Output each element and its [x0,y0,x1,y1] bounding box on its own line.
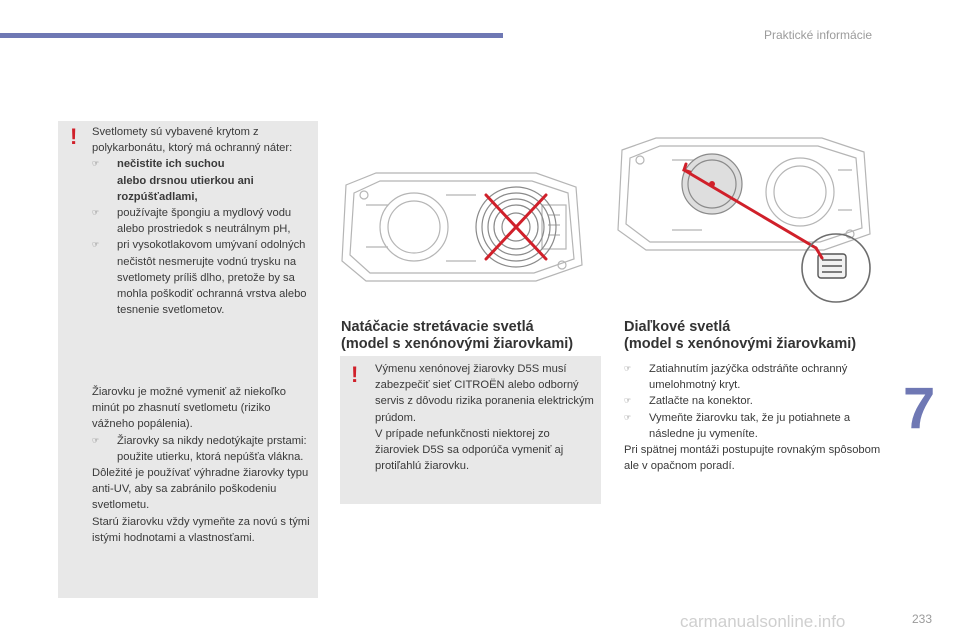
left-box-text-2 [92,384,314,546]
page-header-title: Praktické informácie [764,28,873,42]
bullet-bold-line: nečistite ich suchou [117,158,225,171]
pointing-hand-icon: ☞ [92,159,100,169]
headlamp-bulb-removal-illustration [612,130,884,306]
bullet-text: pri vysokotlakovom umývaní odolných nečistôt nesmerujte vodnú trysku na svetlomety príliš dlho, pretože by sa mohla poškodiť ochranná vrstva alebo tesnenie svetlometov. [117,239,307,317]
cover-intro: Svetlomety sú vybavené krytom z polykarbonátu, ktorý má ochranný náter: [92,126,293,155]
left-box-text [92,124,314,318]
list-item [624,410,886,442]
xenon-warning-2: V prípade nefunkčnosti niektorej zo žiaroviek D5S sa odporúča vymeniť aj protiľahlú žiarovku. [375,427,564,473]
step-text: Vymeňte žiarovku tak, že ju potiahnete a následne ju vymeníte. [649,411,851,440]
pointing-hand-icon: ☞ [624,364,632,373]
anti-uv-text: Dôležité je používať výhradne žiarovky typu anti-UV, aby sa zabránilo poškodeniu svetlometu. [92,467,309,512]
bulb-hot-warning: Žiarovku je možné vymeniť až niekoľko minút po zhasnutí svetlometu (riziko vážneho popálenia). [92,386,286,431]
replace-text: Starú žiarovku vždy vymeňte za novú s tými istými hodnotami a vlastnosťami. [92,515,310,544]
section-title-high-beam: Diaľkové svetlá (model s xenónovými žiarovkami) [624,319,857,352]
pointing-hand-icon: ☞ [92,208,100,218]
pointing-hand-icon: ☞ [92,240,100,250]
pointing-hand-icon: ☞ [624,396,632,406]
step-text: Zatiahnutím jazýčka odstráňte ochranný umelohmotný kryt. [649,363,848,392]
section-title-cornering-lights: Natáčacie stretávacie svetlá (model s xenónovými žiarovkami) [341,319,574,352]
bullet-bold-line: rozpúšťadlami, [117,190,198,203]
list-item [624,393,886,409]
bullet-text: používajte špongiu a mydlový vodu alebo prostriedok s neutrálnym pH, [117,207,292,236]
pointing-hand-icon: ☞ [92,435,100,445]
page-number: 233 [912,612,933,626]
list-item [92,205,314,237]
list-item [92,237,314,318]
pointing-hand-icon: ☞ [624,412,632,422]
warning-exclamation-icon: ! [70,124,78,149]
warning-exclamation-icon: ! [351,362,359,387]
step-text: Zatlačte na konektor. [649,395,753,408]
reassembly-text: Pri spätnej montáži postupujte rovnakým spôsobom ale v opačnom poradí. [624,444,881,473]
list-item [92,433,314,465]
header-accent-bar [0,33,503,38]
chapter-number: 7 [903,376,936,441]
list-item [92,156,314,205]
bullet-bold-line: alebo drsnou utierkou ani [117,174,254,187]
list-item [624,361,886,393]
bulb-center-dot [709,181,715,187]
middle-warning-text [375,361,595,474]
bullet-text: Žiarovky sa nikdy nedotýkajte prstami: použite utierku, ktorá nepúšťa vlákna. [117,434,307,463]
right-section-text [624,361,886,474]
headlamp-crossed-illustration [336,165,588,285]
xenon-warning: Výmenu xenónovej žiarovky D5S musí zabezpečiť sieť CITROËN alebo odborný servis z dôvodu rizika poranenia elektrickým prúdom. [375,363,594,424]
watermark: carmanualsonline.info [680,612,846,631]
